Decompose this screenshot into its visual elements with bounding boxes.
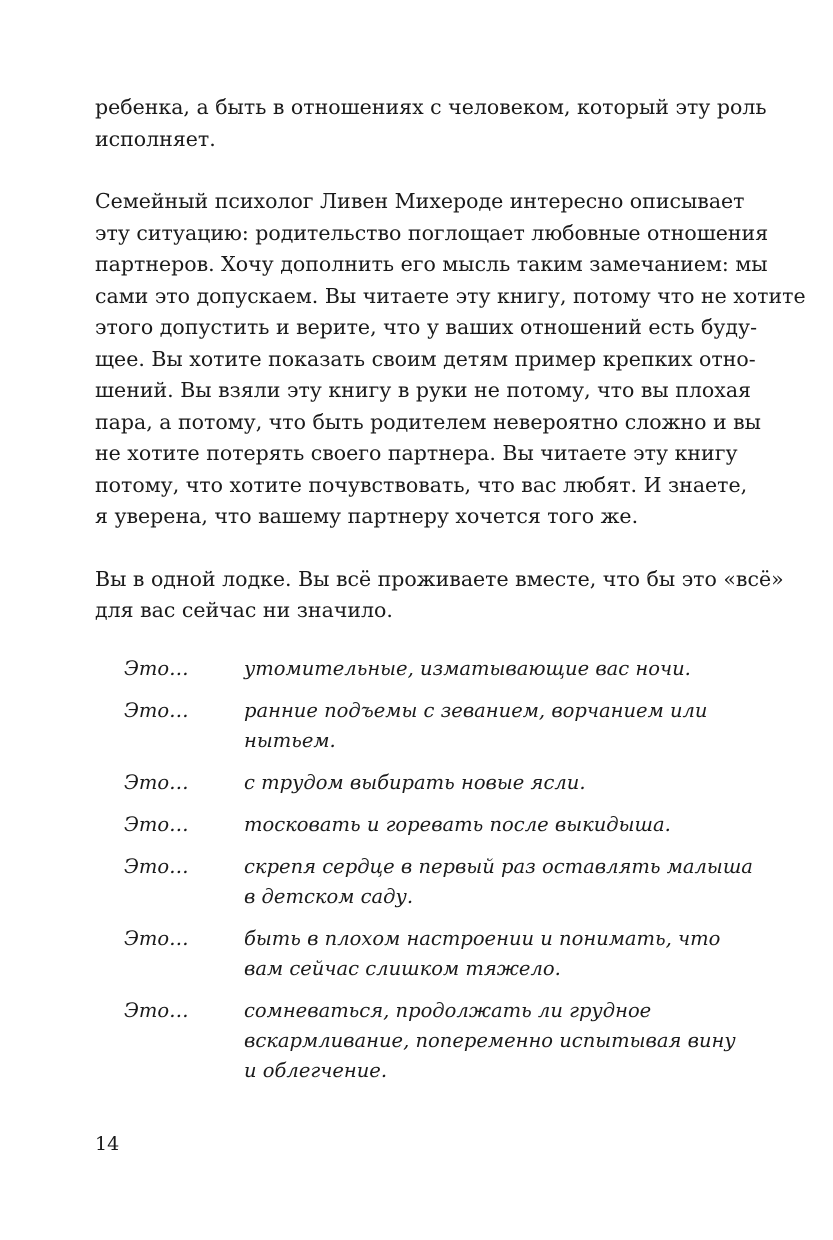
paragraph-3 [95,564,784,627]
list-item-lead: Это… [124,927,189,950]
list-item [124,924,724,984]
list-item-line: сомневаться, продолжать ли грудное [244,999,652,1022]
text-line: Семейный психолог Ливен Михероде интересно описывает [95,189,745,213]
list-item-lead: Это… [124,999,189,1022]
list-item-text [244,768,724,798]
list-item-lead: Это… [124,657,189,680]
list-item-line: скрепя сердце в первый раз оставлять малыша [244,855,753,878]
list-item-line: быть в плохом настроении и понимать, что [244,927,721,950]
paragraph-1 [95,92,767,155]
text-line: партнеров. Хочу дополнить его мысль таким замечанием: мы [95,252,768,276]
list-item-line: с трудом выбирать новые ясли. [244,771,586,794]
text-line: шений. Вы взяли эту книгу в руки не потому, что вы плохая [95,378,751,402]
list-item [124,996,736,1086]
list-item [124,654,724,684]
text-line: Вы в одной лодке. Вы всё проживаете вместе, что бы это «всё» [95,566,784,591]
text-line: я уверена, что вашему партнеру хочется того же. [95,504,639,528]
text-line: ребенка, а быть в отношениях с человеком, который эту роль [95,95,767,119]
text-line: исполняет. [95,126,216,151]
list-item-line: утомительные, изматывающие вас ночи. [244,657,691,680]
list-item-lead: Это… [124,771,189,794]
list-item-text [244,810,724,840]
text-line: для вас сейчас ни значило. [95,598,393,622]
text-line: пара, а потому, что быть родителем невероятно сложно и вы [95,409,761,434]
list-item [124,852,753,912]
list-item [124,768,724,798]
text-line: сами это допускаем. Вы читаете эту книгу, потому что не хотите [95,283,806,308]
list-item-lead: Это… [124,855,189,878]
paragraph-gap [95,155,735,186]
list-item-line: ранние подъемы с зеванием, ворчанием или [244,699,708,722]
list-item [124,696,724,756]
text-line: этого допустить и верите, что у ваших отношений есть буду- [95,315,758,339]
list-item-line: в детском саду. [244,885,414,908]
body-text [95,92,806,627]
list-item-text [244,852,753,912]
list-item-line: вскармливание, попеременно испытывая вину [244,1029,736,1052]
paragraph-gap [95,533,735,564]
list-item-text [244,696,724,756]
list-item-line: вам сейчас слишком тяжело. [244,957,561,980]
text-line: эту ситуацию: родительство поглощает любовные отношения [95,220,769,245]
list-item-line: нытьем. [244,729,336,752]
paragraph-2 [95,186,806,533]
list-item-lead: Это… [124,699,189,722]
text-line: щее. Вы хотите показать своим детям пример крепких отно- [95,346,756,371]
text-line: потому, что хотите почувствовать, что вас любят. И знаете, [95,472,748,497]
list-item-line: тосковать и горевать после выкидыша. [244,813,671,836]
text-line: не хотите потерять своего партнера. Вы читаете эту книгу [95,441,738,465]
list-item-text [244,654,724,684]
list-item [124,810,724,840]
eto-list [124,654,753,1098]
list-item-line: и облегчение. [244,1059,388,1082]
list-item-text [244,924,724,984]
list-item-lead: Это… [124,813,189,836]
page-number: 14 [95,1133,120,1155]
list-item-text [244,996,736,1086]
